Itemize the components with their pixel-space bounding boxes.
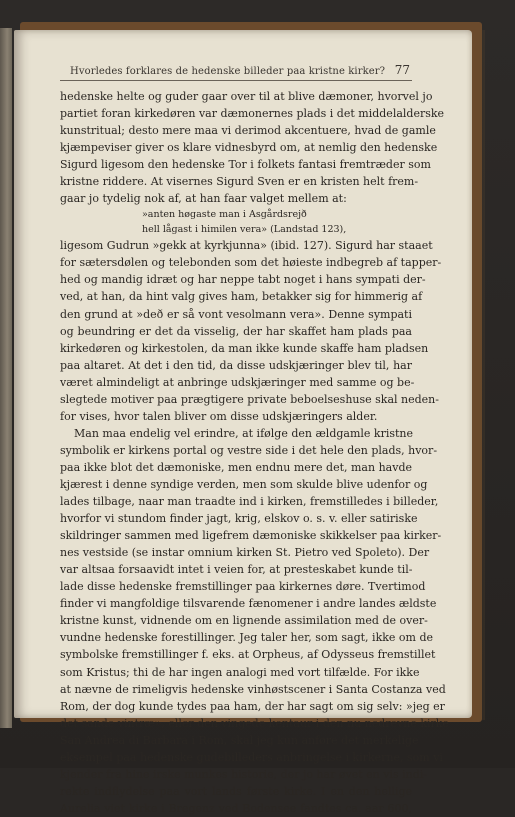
running-title: Hvorledes forklares de hedenske billeder paa kristne kirker? <box>70 66 386 77</box>
text-line: paa altaret. At det i den tid, da disse udskjæringer blev til, har <box>60 358 412 372</box>
text-line: symbolske fremstillinger f. eks. at Orpheus, af Odysseus fremstillet <box>60 648 436 662</box>
text-line: kunstritual; desto mere maa vi derimod akcentuere, hvad de gamle <box>60 124 436 138</box>
text-line: gaar jo tydelig nok af, at han faar valget mellem at: <box>60 192 347 206</box>
quote-line: »anten høgaste man i Asgårdsrejð <box>142 209 307 221</box>
text-line: været almindeligt at anbringe udskjæringer med samme og be- <box>60 375 415 389</box>
page-shadow <box>475 30 485 720</box>
text-line: for vises, hvor talen bliver om disse udskjæringers alder. <box>60 409 378 423</box>
text-line: ligesom Gudrun »gekk at kyrkjunna» (ibid. 127). Sigurd har staaet <box>60 239 433 253</box>
text-line: lades tilbage, naar man traadte ind i kirken, fremstilledes i billeder, <box>60 495 439 509</box>
text-line: slegtede motiver paa prægtigere private beboelseshuse skal neden- <box>60 392 439 406</box>
header-rule <box>60 80 412 81</box>
text-line: den grund at »deð er så vont vesolmann vera». Denne sympati <box>60 307 412 321</box>
text-line: at nævne de rimeligvis hedenske vinhøstscener i Santa Costanza ved <box>60 682 446 696</box>
text-line: symbolik er kirkens portal og vestre side i det hele den plads, hvor- <box>60 443 438 457</box>
body-text <box>60 88 449 817</box>
text-line: nes vestside (se instar omnium kirken St. Pietro ved Spoleto). Der <box>60 546 430 560</box>
quote-line: hell lågast i himilen vera» (Landstad 123), <box>142 224 347 236</box>
text-line: for sætersdølen og telebonden som det høieste indbegreb af tapper- <box>60 256 442 270</box>
text-line: kristne kunst, vidnende om en lignende assimilation med de over- <box>60 614 428 628</box>
text-line: hed og mandig idræt og har neppe tabt noget i hans sympati der- <box>60 273 426 287</box>
page-header <box>70 63 410 77</box>
text-line: paa ikke blot det dæmoniske, men endnu mere det, man havde <box>60 460 412 474</box>
text-line: lade disse hedenske fremstillinger paa kirkernes døre. Tvertimod <box>60 580 426 594</box>
text-line: rekte indflydelse paa vort lands første kirke. I en den hellige <box>60 784 412 798</box>
text-line: skildringer sammen med ligefrem dæmoniske skikkelser paa kirker- <box>60 529 442 543</box>
text-line: Aurelia viet kirke i Bregenz ved Bodensee fandtes ca. aar 600, <box>60 801 412 815</box>
text-line: kjender fra hine irske munkes historie, der jo har øvet en vis indi- <box>60 767 427 781</box>
text-line: Sigurd ligesom den hedenske Tor i folkets fantasi fremtræder som <box>60 158 431 172</box>
text-line: hvorfor vi stundom finder jagt, krig, elskov o. s. v. eller satiriske <box>60 512 418 526</box>
text-line: som Kristus; thi de har ingen analogi med vort tilfælde. For ikke <box>60 665 420 679</box>
text-line: hedenske helte og guder gaar over til at blive dæmoner, hvorvel jo <box>60 90 433 103</box>
text-line: det sande vintræ», eller den vingede kentaur i den nu nedrevne kirke <box>60 716 449 730</box>
text-line: Rom, der dog kunde tydes paa ham, der har sagt om sig selv: »jeg er <box>60 699 445 713</box>
text-line: eksempel paa hedenske gudebilleders anbringelse i kirkerne, som vi <box>60 750 443 764</box>
text-line: kjæmpeviser giver os klare vidnesbyrd om, at nemlig den hedenske <box>60 141 438 155</box>
text-line: partiet foran kirkedøren var dæmonernes plads i det middelalderske <box>60 107 445 121</box>
text-line: kjærest i denne syndige verden, men som skulde blive udenfor og <box>60 477 428 491</box>
page-number: 77 <box>394 63 410 77</box>
text-line: finder vi mangfoldige tilsvarende fænomener i andre landes ældste <box>60 597 437 611</box>
text-line: San Andrea di Barbara i Rom, skal jeg kun anføre det merkelige <box>60 733 419 747</box>
text-line: vundne hedenske forestillinger. Jeg taler her, som sagt, ikke om de <box>60 631 434 645</box>
text-line: kirkedøren og kirkestolen, da man ikke kunde skaffe ham pladsen <box>60 341 429 355</box>
left-page-edge <box>0 28 12 728</box>
text-line: var altsaa forsaavidt intet i veien for, at presteskabet kunde til- <box>60 563 413 577</box>
text-line: Man maa endelig vel erindre, at ifølge den ældgamle kristne <box>74 426 414 440</box>
text-line: kristne riddere. At visernes Sigurd Sven er en kristen helt frem- <box>60 175 419 189</box>
text-line: og beundring er det da visselig, der har skaffet ham plads paa <box>60 324 412 338</box>
text-line: ved, at han, da hint valg gives ham, betakker sig for himmerig af <box>60 290 423 304</box>
